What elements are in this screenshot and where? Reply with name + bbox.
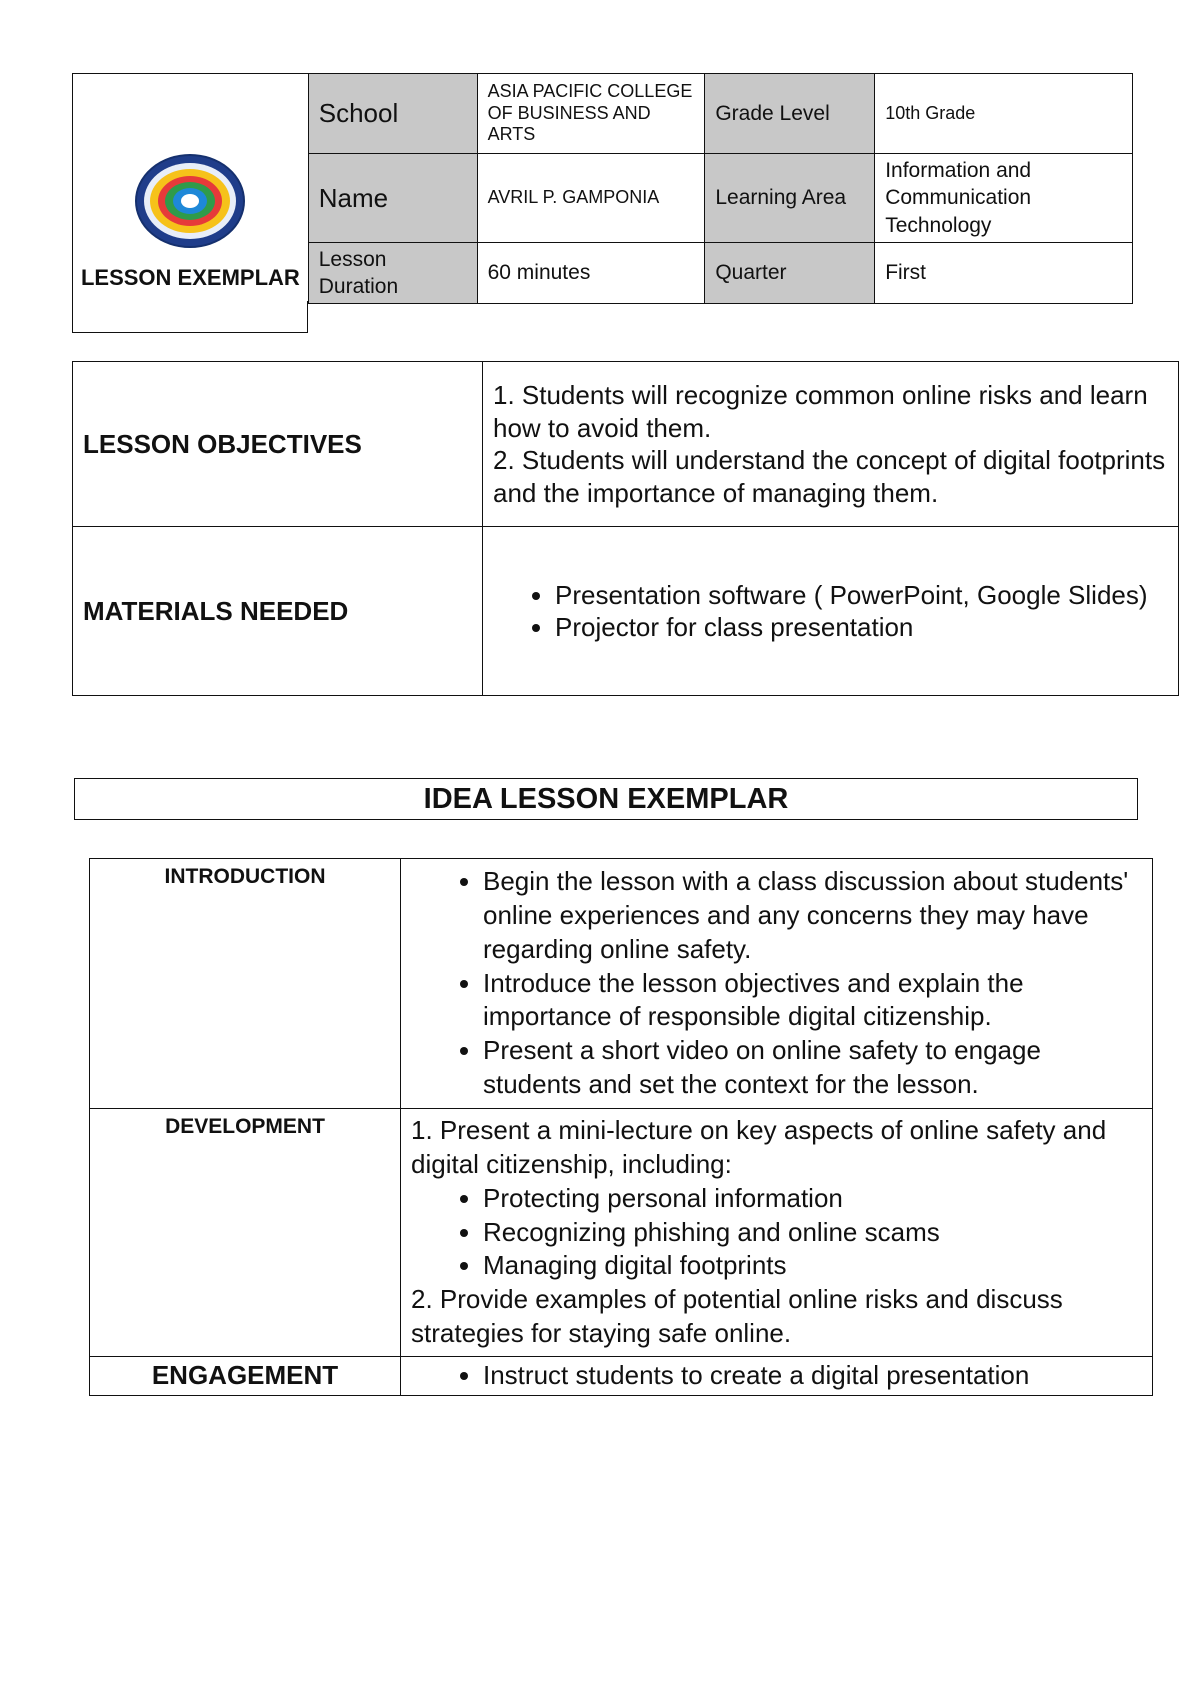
engagement-list [411,1359,1144,1393]
school-value: ASIA PACIFIC COLLEGE OF BUSINESS AND ARTS [477,74,705,154]
introduction-content [401,859,1153,1109]
quarter-value: First [875,243,1133,304]
logo-cell-extension [72,301,308,333]
idea-lesson-exemplar-title: IDEA LESSON EXEMPLAR [74,778,1138,820]
list-item: • Recognizing phishing and online scams [483,1216,1144,1250]
development-label: DEVELOPMENT [90,1109,401,1357]
objectives-table [72,361,1179,696]
grade-level-label: Grade Level [705,74,875,154]
list-item: • Begin the lesson with a class discussion about students' online experiences and any concerns they may have regarding online safety. [483,865,1144,966]
development-intro: 1. Present a mini-lecture on key aspects of online safety and digital citizenship, including: [411,1115,1107,1179]
lesson-duration-label: Lesson Duration [308,243,477,304]
engagement-label: ENGAGEMENT [90,1357,401,1396]
materials-needed-label: MATERIALS NEEDED [73,527,483,696]
development-content [401,1109,1153,1357]
lesson-exemplar-title: LESSON EXEMPLAR [80,265,300,291]
name-value: AVRIL P. GAMPONIA [477,154,705,243]
logo-cell [73,74,309,304]
lesson-duration-value: 60 minutes [477,243,705,304]
introduction-label: INTRODUCTION [90,859,401,1109]
name-label: Name [308,154,477,243]
list-item: • Instruct students to create a digital presentation [483,1359,1144,1393]
lesson-objectives-label: LESSON OBJECTIVES [73,362,483,527]
list-item: • Introduce the lesson objectives and explain the importance of responsible digital citizenship. [483,967,1144,1035]
header-table [72,73,1133,304]
development-list [411,1182,1144,1283]
engagement-content [401,1357,1153,1396]
school-seal-logo [134,153,246,249]
school-label: School [308,74,477,154]
grade-level-value: 10th Grade [875,74,1133,154]
list-item: • Managing digital footprints [483,1249,1144,1283]
list-item: • Projector for class presentation [555,611,1168,644]
list-item: • Present a short video on online safety to engage students and set the context for the lesson. [483,1034,1144,1102]
materials-needed-content [483,527,1179,696]
objective-item: 1. Students will recognize common online risks and learn how to avoid them. [493,380,1148,443]
learning-area-label: Learning Area [705,154,875,243]
list-item: • Presentation software ( PowerPoint, Google Slides) [555,579,1168,612]
development-outro: 2. Provide examples of potential online risks and discuss strategies for staying safe online. [411,1284,1063,1348]
list-item: • Protecting personal information [483,1182,1144,1216]
introduction-list [411,865,1144,1102]
learning-area-value: Information and Communication Technology [875,154,1133,243]
lesson-objectives-content [483,362,1179,527]
materials-list [493,579,1168,644]
objective-item: 2. Students will understand the concept of digital footprints and the importance of managing them. [493,445,1166,508]
procedure-table [89,858,1153,1396]
quarter-label: Quarter [705,243,875,304]
